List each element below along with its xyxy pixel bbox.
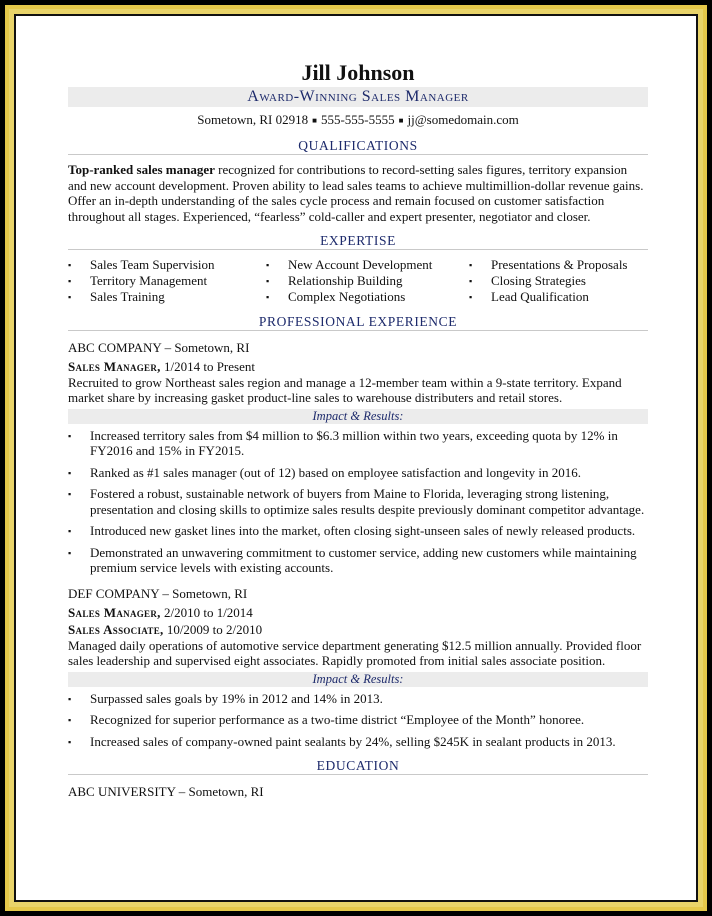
school-name: ABC UNIVERSITY – Sometown, RI [68,784,264,800]
qualifications-text [68,162,648,224]
job-role [68,359,648,375]
expertise-item: ▪ Territory Management [68,273,266,289]
expertise-list [68,257,648,305]
impact-results-bar: Impact & Results: [68,409,648,424]
job-role [68,622,648,638]
expertise-item: ▪ Presentations & Proposals [469,257,648,273]
experience-heading: PROFESSIONAL EXPERIENCE [68,313,648,331]
impact-results-bar: Impact & Results: [68,672,648,687]
company-name: DEF COMPANY – Sometown, RI [68,585,248,601]
expertise-item: ▪ Complex Negotiations [266,289,469,305]
education-heading: EDUCATION [68,757,648,775]
role-title: Sales Manager, [68,359,161,375]
expertise-column [266,257,469,305]
expertise-item: ▪ Sales Training [68,289,266,305]
qualifications-body: recognized for contributions to record-setting sales figures, territory expansion and new account development. Proven ability to lead sales teams to achieve multimillion-dollar revenue gains. Offer an in-depth understanding of the sales cycle process and remain focused on customer satisfaction throughout all stages. Experienced, “fearless” cold-caller and expert presenter, negotiator and closer. [68,162,644,224]
job-role [68,605,648,621]
list-item: ▪ Introduced new gasket lines into the market, often closing sight-unseen sales of newly released products. [68,523,648,539]
job-summary: Managed daily operations of automotive service department generating $12.5 million annually. Provided floor sales leadership and supervised eight associates. Rapidly promoted from initial sales associate position. [68,637,642,669]
expertise-column [68,257,266,305]
results-list [68,691,648,750]
qualifications-heading: QUALIFICATIONS [68,137,648,155]
role-dates: 1/2014 to Present [160,359,255,375]
expertise-item: ▪ Relationship Building [266,273,469,289]
list-item: ▪ Surpassed sales goals by 19% in 2012 and 14% in 2013. [68,691,648,707]
contact-phone: 555-555-5555 [320,112,395,127]
expertise-item: ▪ Closing Strategies [469,273,648,289]
contact-email[interactable]: jj@somedomain.com [407,112,519,127]
role-title: Sales Associate, [68,622,164,638]
list-item: ▪ Recognized for superior performance as a two-time district “Employee of the Month” honoree. [68,712,648,728]
resume-name: Jill Johnson [301,60,415,85]
expertise-column [469,257,648,305]
role-dates: 10/2009 to 2/2010 [163,622,263,638]
results-list [68,428,648,576]
list-item: ▪ Ranked as #1 sales manager (out of 12) based on employee satisfaction and longevity in 2016. [68,465,648,481]
expertise-item: ▪ New Account Development [266,257,469,273]
company-name: ABC COMPANY – Sometown, RI [68,340,250,356]
role-title: Sales Manager, [68,604,161,620]
role-dates: 2/2010 to 1/2014 [160,604,253,620]
list-item: ▪ Fostered a robust, sustainable network of buyers from Maine to Florida, leveraging strong listening, presentation and closing skills to optimize sales results despite previously dominant competitor advantage. [68,486,648,517]
list-item: ▪ Demonstrated an unwavering commitment to customer service, adding new customers while maintaining premium service levels with existing accounts. [68,545,648,576]
expertise-heading: EXPERTISE [68,232,648,250]
resume-page [14,14,698,902]
list-item: ▪ Increased territory sales from $4 million to $6.3 million within two years, exceeding quota by 12% in FY2016 and 15% in FY2015. [68,428,648,459]
expertise-item: ▪ Sales Team Supervision [68,257,266,273]
job-summary: Recruited to grow Northeast sales region and manage a 12-member team within a 9-state territory. Expand market share by increasing gasket product-line sales to warehouse distributers and retail stores. [68,374,622,406]
expertise-item: ▪ Lead Qualification [469,289,648,305]
contact-city: Sometown, RI 02918 [197,112,309,127]
qualifications-lead: Top-ranked sales manager [68,162,215,178]
separator-icon: ■ [398,116,404,126]
separator-icon: ■ [312,116,317,126]
headline: Award-Winning Sales Manager [68,87,648,107]
contact-line [68,112,648,129]
list-item: ▪ Increased sales of company-owned paint sealants by 24%, selling $245K in sealant products in 2013. [68,734,648,750]
